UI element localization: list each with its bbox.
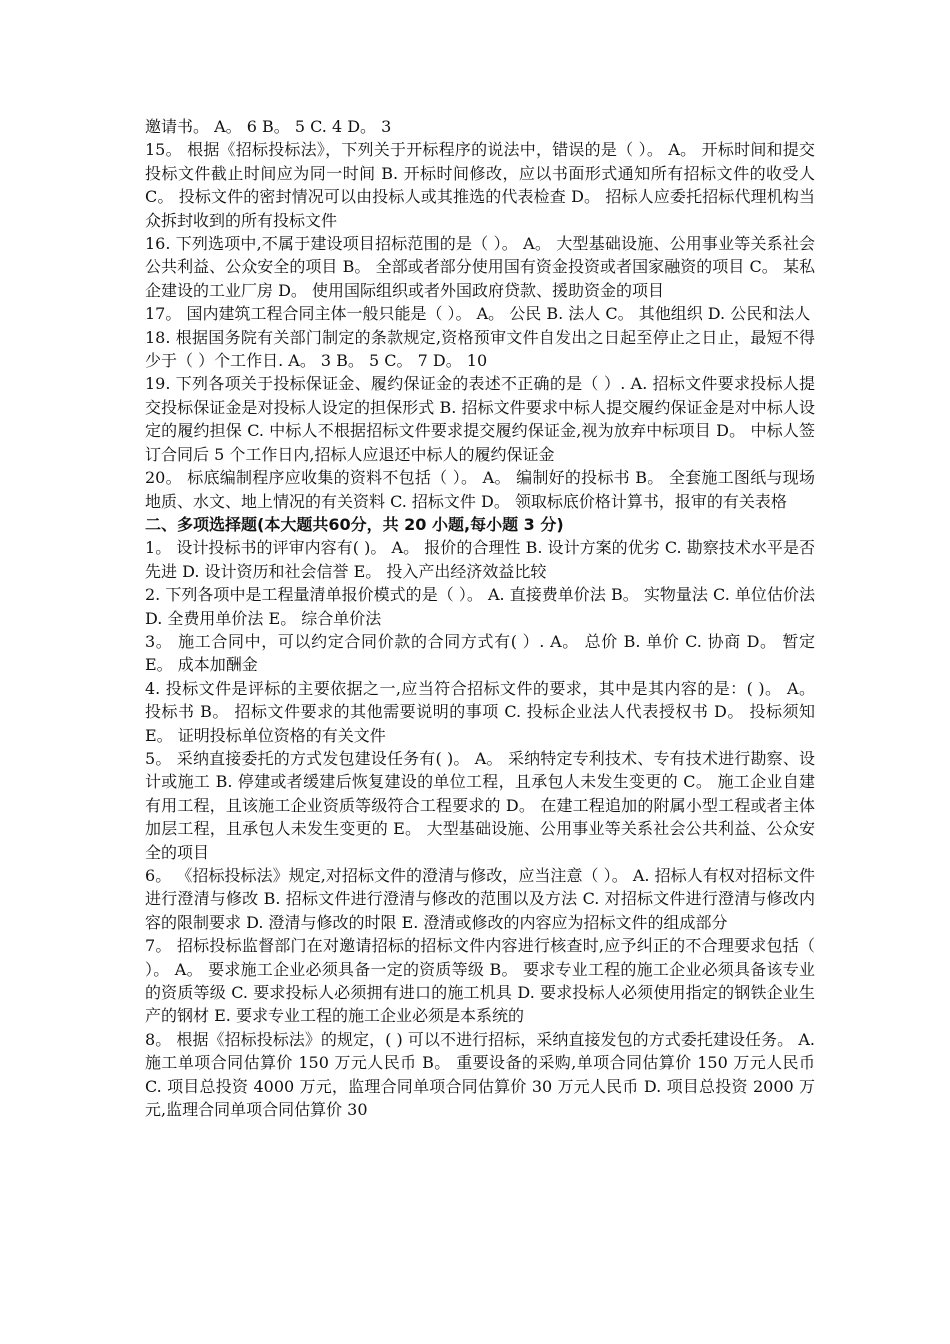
paragraph-q19: 19. 下列各项关于投标保证金、履约保证金的表述不正确的是（ ）. A. 招标文件要求投标人提交投标保证金是对投标人设定的担保形式 B. 招标文件要求中标人提交履约保证金是对中标人设定的履约担保 C. 中标人不根据招标文件要求提交履约保证金,视为放弃中标项目 D。 中标人签订合同后 5 个工作日内,招标人应退还中标人的履约保证金 [145, 374, 815, 464]
paragraph-mc6: 6。 《招标投标法》规定,对招标文件的澄清与修改，应当注意（ ）。 A. 招标人有权对招标文件进行澄清与修改 B. 招标文件进行澄清与修改的范围以及方法 C. 对招标文件进行澄清与修改内容的限制要求 D. 澄清与修改的时限 E. 澄清或修改的内容应为招标文件的组成部分 [145, 866, 815, 932]
paragraph-mc4: 4. 投标文件是评标的主要依据之一,应当符合招标文件的要求，其中是其内容的是：( )。 A。 投标书 B。 招标文件要求的其他需要说明的事项 C. 投标企业法人代表授权书 D。 投标须知 E。 证明投标单位资格的有关文件 [145, 678, 815, 745]
paragraph-q16: 16. 下列选项中,不属于建设项目招标范围的是（ ）。 A。 大型基础设施、公用事业等关系社会公共利益、公众安全的项目 B。 全部或者部分使用国有资金投资或者国家融资的项目 C。 某私企建设的工业厂房 D。 使用国际组织或者外国政府贷款、援助资金的项目 [145, 234, 815, 300]
paragraph-mc5: 5。 采纳直接委托的方式发包建设任务有( )。 A。 采纳特定专利技术、专有技术进行勘察、设计或施工 B. 停建或者缓建后恢复建设的单位工程，且承包人未发生变更的 C。 施工企业自建有用工程，且该施工企业资质等级符合工程要求的 D。 在建工程追加的附属小型工程或者主体加层工程，且承包人未发生变更的 E。 大型基础设施、公用事业等关系社会公共利益、公众安全的项目 [145, 748, 815, 862]
paragraph-mc2: 2. 下列各项中是工程量清单报价模式的是（ ）。 A. 直接费单价法 B。 实物量法 C. 单位估价法 D. 全费用单价法 E。 综合单价法 [145, 585, 815, 628]
paragraph-mc8: 8。 根据《招标投标法》的规定，( ) 可以不进行招标，采纳直接发包的方式委托建设任务。 A. 施工单项合同估算价 150 万元人民币 B。 重要设备的采购,单项合同估算价 150 万元人民币 C. 项目总投资 4000 万元，监理合同单项合同估算价 30 万元人民币 D. 项目总投资 2000 万元,监理合同单项合同估算价 30 [145, 1029, 815, 1120]
paragraph-q18: 18. 根据国务院有关部门制定的条款规定,资格预审文件自发出之日起至停止之日止，最短不得少于（ ）个工作日. A。 3 B。 5 C。 7 D。 10 [145, 327, 815, 371]
paragraph-q15: 15。 根据《招标投标法》，下列关于开标程序的说法中，错误的是（ ）。 A。 开标时间和提交投标文件截止时间应为同一时间 B. 开标时间修改，应以书面形式通知所有招标文件的收受人 C。 投标文件的密封情况可以由投标人或其推选的代表检查 D。 招标人应委托招标代理机构当众拆封收到的所有投标文件 [145, 140, 815, 230]
paragraph-mc1: 1。 设计投标书的评审内容有( )。 A。 报价的合理性 B. 设计方案的优劣 C. 勘察技术水平是否先进 D. 设计资历和社会信誉 E。 投入产出经济效益比较 [145, 538, 815, 581]
document-page [145, 115, 815, 1121]
paragraph-q14-continuation: 邀请书。 A。 6 B。 5 C. 4 D。 3 [145, 117, 392, 136]
section-heading-multiple-choice: 二、多项选择题(本大题共60分，共 20 小题,每小题 3 分) [145, 514, 564, 534]
paragraph-mc3: 3。 施工合同中，可以约定合同价款的合同方式有( ）. A。 总价 B. 单价 C. 协商 D。 暂定 E。 成本加酬金 [145, 631, 815, 675]
paragraph-q17: 17。 国内建筑工程合同主体一般只能是（ ）。 A。 公民 B. 法人 C。 其他组织 D. 公民和法人 [145, 304, 811, 324]
paragraph-mc7: 7。 招标投标监督部门在对邀请招标的招标文件内容进行核查时,应予纠正的不合理要求包括（ ）。 A。 要求施工企业必须具备一定的资质等级 B。 要求专业工程的施工企业必须具备该专业的资质等级 C. 要求投标人必须拥有进口的施工机具 D. 要求投标人必须使用指定的钢铁企业生产的钢材 E. 要求专业工程的施工企业必须是本系统的 [145, 936, 815, 1026]
paragraph-q20: 20。 标底编制程序应收集的资料不包括（ ）。 A。 编制好的投标书 B。 全套施工图纸与现场地质、水文、地上情况的有关资料 C. 招标文件 D。 领取标底价格计算书，报审的有关表格 [145, 468, 815, 511]
